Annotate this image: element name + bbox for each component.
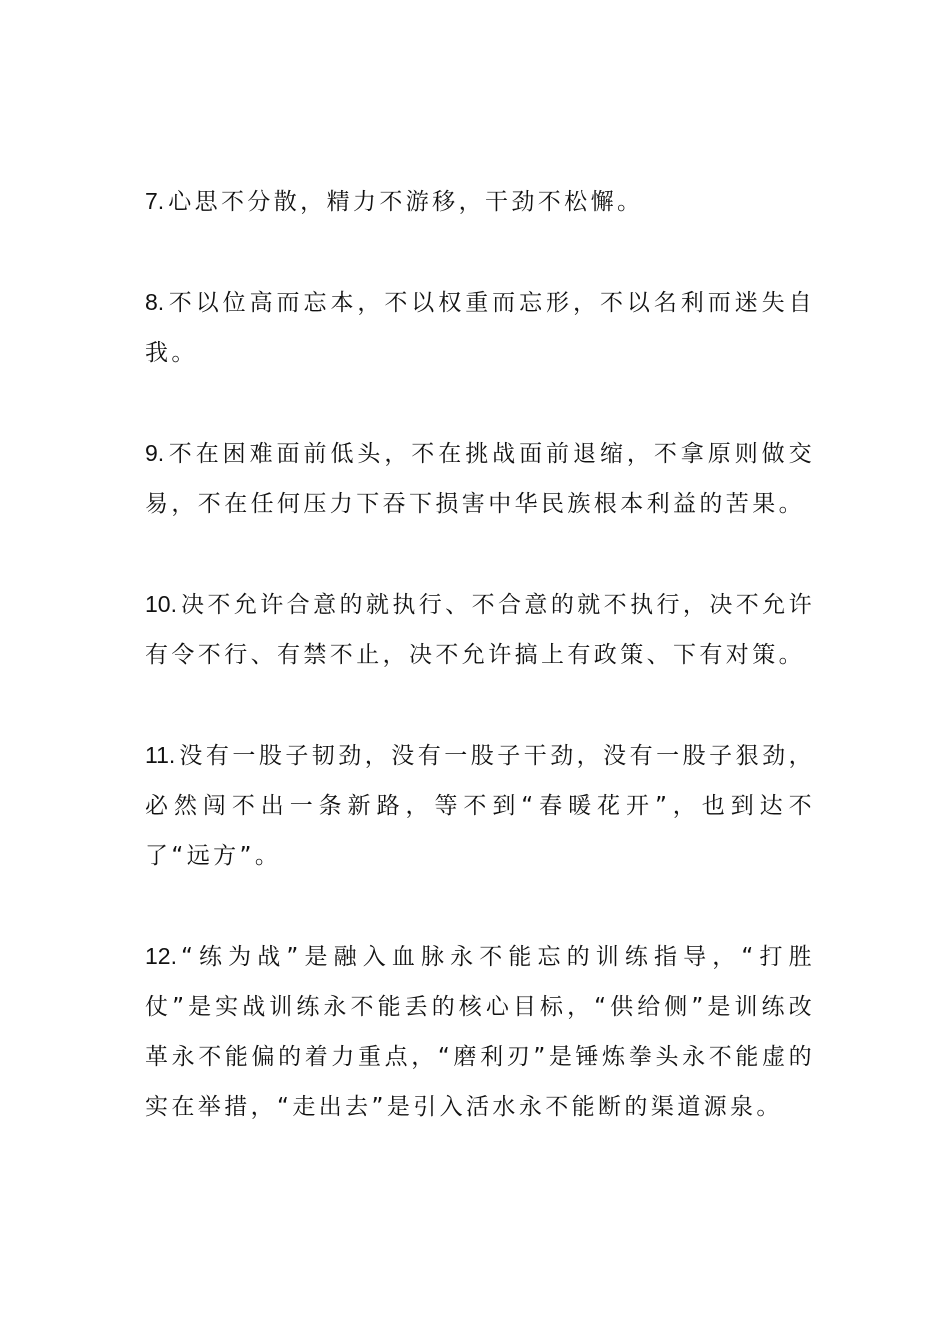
list-item xyxy=(145,931,815,1132)
list-item xyxy=(145,579,815,680)
item-text: 不在困难面前低头，不在挑战面前退缩，不拿原则做交易，不在任何压力下吞下损害中华民族根本利益的苦果。 xyxy=(145,441,815,517)
item-text: 决不允许合意的就执行、不合意的就不执行，决不允许有令不行、有禁不止，决不允许搞上有政策、下有对策。 xyxy=(145,592,815,668)
list-item xyxy=(145,428,815,529)
list-item xyxy=(145,176,815,227)
item-number: 8. xyxy=(145,289,165,315)
item-number: 12. xyxy=(145,943,177,969)
item-number: 9. xyxy=(145,440,165,466)
document-body xyxy=(145,176,815,1182)
list-item xyxy=(145,730,815,881)
item-text: 心思不分散，精力不游移，干劲不松懈。 xyxy=(168,189,644,215)
item-text: 不以位高而忘本，不以权重而忘形，不以名利而迷失自我。 xyxy=(145,290,815,366)
item-number: 11. xyxy=(145,742,176,768)
item-text: 没有一股子韧劲，没有一股子干劲，没有一股子狠劲，必然闯不出一条新路，等不到“春暖花开”，也到达不了“远方”。 xyxy=(145,743,815,869)
item-number: 7. xyxy=(145,188,165,214)
item-text: “练为战”是融入血脉永不能忘的训练指导，“打胜仗”是实战训练永不能丢的核心目标，“供给侧”是训练改革永不能偏的着力重点，“磨利刃”是锤炼拳头永不能虚的实在举措，“走出去”是引入活水永不能断的渠道源泉。 xyxy=(145,944,815,1120)
list-item xyxy=(145,277,815,378)
item-number: 10. xyxy=(145,591,177,617)
